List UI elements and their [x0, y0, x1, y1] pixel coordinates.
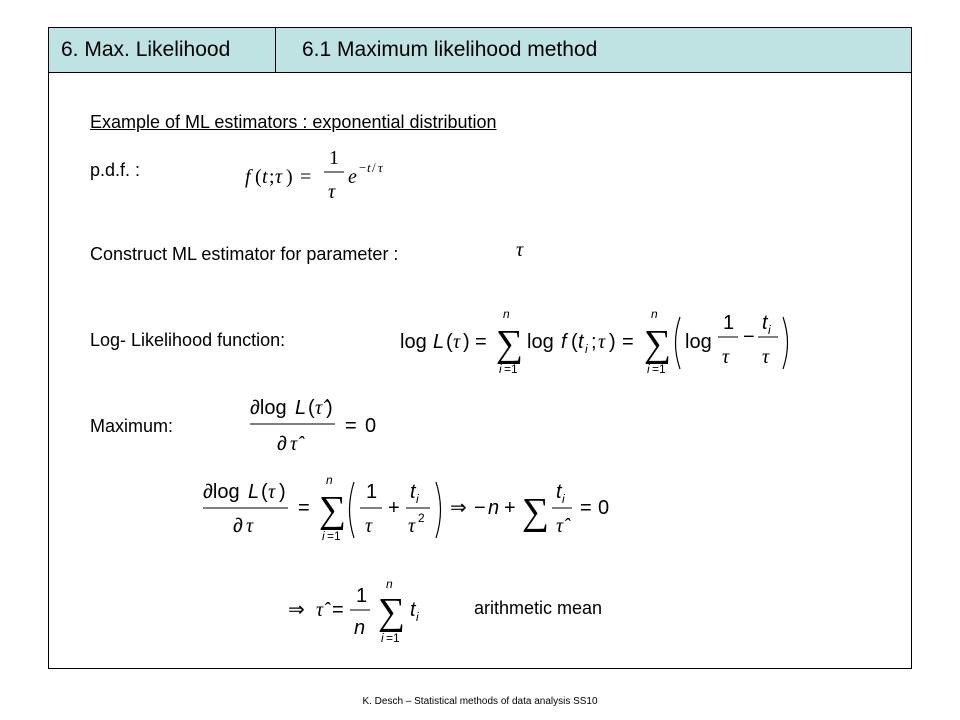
svg-text:τ: τ — [762, 346, 770, 368]
svg-text:0: 0 — [598, 497, 610, 519]
svg-text:∑: ∑ — [522, 491, 550, 533]
pdf-formula — [240, 140, 400, 210]
svg-text:∑: ∑ — [644, 323, 672, 365]
svg-text:log: log — [527, 331, 554, 353]
loglikelihood-formula — [395, 305, 795, 380]
svg-text:=: = — [298, 497, 310, 519]
svg-text:τ̂: τ̂ — [316, 599, 324, 621]
result-formula — [288, 578, 438, 650]
svg-text:(: ( — [255, 166, 262, 188]
footer: K. Desch – Statistical methods of data analysis SS10 — [362, 696, 598, 707]
svg-text:τ: τ — [268, 481, 276, 503]
svg-text:τ: τ — [275, 166, 283, 188]
tau-symbol — [512, 236, 536, 264]
derivative-formula — [198, 470, 618, 545]
svg-text:/: / — [372, 160, 376, 175]
svg-text:∑: ∑ — [319, 489, 347, 531]
svg-text:n: n — [503, 307, 510, 321]
svg-text:1: 1 — [329, 147, 339, 169]
svg-text:L: L — [248, 481, 260, 503]
svg-text:t: t — [262, 166, 268, 188]
svg-text:n: n — [488, 497, 500, 519]
maximum-label: Maximum: — [90, 416, 174, 436]
svg-text:t: t — [578, 331, 584, 353]
svg-text:=: = — [475, 331, 487, 353]
svg-text:=: = — [345, 415, 357, 437]
svg-text:=1: =1 — [504, 362, 518, 376]
svg-text:=: = — [332, 599, 344, 621]
svg-text:f: f — [245, 166, 251, 188]
svg-text:i: i — [416, 492, 419, 506]
svg-text:i: i — [647, 362, 650, 376]
svg-text:f: f — [561, 331, 567, 353]
svg-text:): ) — [286, 166, 293, 188]
svg-text:): ) — [326, 397, 333, 419]
svg-text:−: − — [743, 326, 755, 348]
svg-text:t: t — [410, 481, 416, 503]
svg-text:+: + — [388, 497, 400, 519]
svg-text:⇒: ⇒ — [450, 497, 467, 519]
svg-text:log: log — [400, 331, 427, 353]
svg-text:n: n — [326, 473, 333, 487]
svg-text:⇒: ⇒ — [288, 599, 305, 621]
svg-text:i: i — [322, 529, 325, 543]
svg-text:τ: τ — [516, 239, 524, 261]
svg-text:τ: τ — [722, 346, 730, 368]
svg-text:): ) — [609, 331, 616, 353]
svg-text:=: = — [300, 166, 312, 188]
svg-text:;: ; — [591, 331, 597, 353]
pdf-label: p.d.f. : — [90, 160, 141, 180]
svg-text:): ) — [463, 331, 470, 353]
svg-text:i: i — [381, 631, 384, 645]
svg-text:∑: ∑ — [378, 591, 406, 633]
svg-text:i: i — [416, 610, 419, 624]
svg-text:τ: τ — [378, 160, 383, 175]
svg-text:L: L — [433, 331, 445, 353]
svg-text:=1: =1 — [386, 631, 400, 645]
svg-text:n: n — [354, 617, 366, 639]
svg-text:τ: τ — [453, 331, 461, 353]
slide-title: 6.1 Maximum likelihood method — [275, 27, 912, 73]
svg-text:i: i — [562, 492, 565, 506]
svg-text:(: ( — [571, 331, 578, 353]
svg-text:t: t — [410, 599, 416, 621]
svg-text:e: e — [348, 166, 357, 188]
svg-text:τ̂: τ̂ — [556, 515, 564, 537]
svg-text:i: i — [499, 362, 502, 376]
svg-text:=1: =1 — [327, 529, 341, 543]
svg-text:=: = — [580, 497, 592, 519]
svg-text:t: t — [762, 312, 768, 334]
loglik-label: Log- Likelihood function: — [90, 330, 286, 350]
svg-text:τ̂: τ̂ — [315, 397, 323, 419]
svg-text:i: i — [585, 342, 588, 356]
maximum-formula — [245, 392, 395, 462]
svg-text:τ: τ — [598, 331, 606, 353]
svg-text:∑: ∑ — [496, 323, 524, 365]
svg-text:τ: τ — [365, 515, 373, 537]
svg-text:∂log: ∂log — [250, 397, 287, 419]
svg-text:n: n — [651, 307, 658, 321]
svg-text:=1: =1 — [652, 362, 666, 376]
svg-text:−: − — [474, 497, 486, 519]
svg-text:τ: τ — [328, 181, 336, 203]
svg-text:n: n — [386, 578, 393, 591]
svg-text:1: 1 — [356, 585, 368, 607]
construct-label: Construct ML estimator for parameter : — [90, 244, 399, 264]
svg-text:τ: τ — [246, 515, 254, 537]
result-label: arithmetic mean — [474, 598, 603, 618]
svg-text:log: log — [685, 331, 712, 353]
svg-text:∂log: ∂log — [203, 481, 240, 503]
svg-text:1: 1 — [723, 312, 735, 334]
svg-text:2: 2 — [418, 511, 425, 525]
svg-text:(: ( — [261, 481, 268, 503]
svg-text:∂: ∂ — [233, 515, 243, 537]
example-heading: Example of ML estimators : exponential distribution — [90, 112, 497, 132]
svg-text:L: L — [295, 397, 307, 419]
section-header: 6. Max. Likelihood — [48, 27, 276, 73]
svg-text:): ) — [279, 481, 286, 503]
svg-text:−: − — [359, 160, 367, 175]
svg-text:(: ( — [308, 397, 315, 419]
svg-text:t: t — [367, 160, 371, 175]
svg-text:=: = — [622, 331, 634, 353]
svg-text:0: 0 — [365, 415, 377, 437]
svg-text:;: ; — [269, 166, 275, 188]
svg-text:τ̂: τ̂ — [290, 433, 298, 455]
svg-text:1: 1 — [366, 481, 378, 503]
svg-text:+: + — [504, 497, 516, 519]
svg-text:t: t — [556, 481, 562, 503]
svg-text:τ: τ — [408, 515, 416, 537]
svg-text:∂: ∂ — [277, 433, 287, 455]
svg-text:i: i — [768, 323, 771, 337]
svg-text:(: ( — [446, 331, 453, 353]
